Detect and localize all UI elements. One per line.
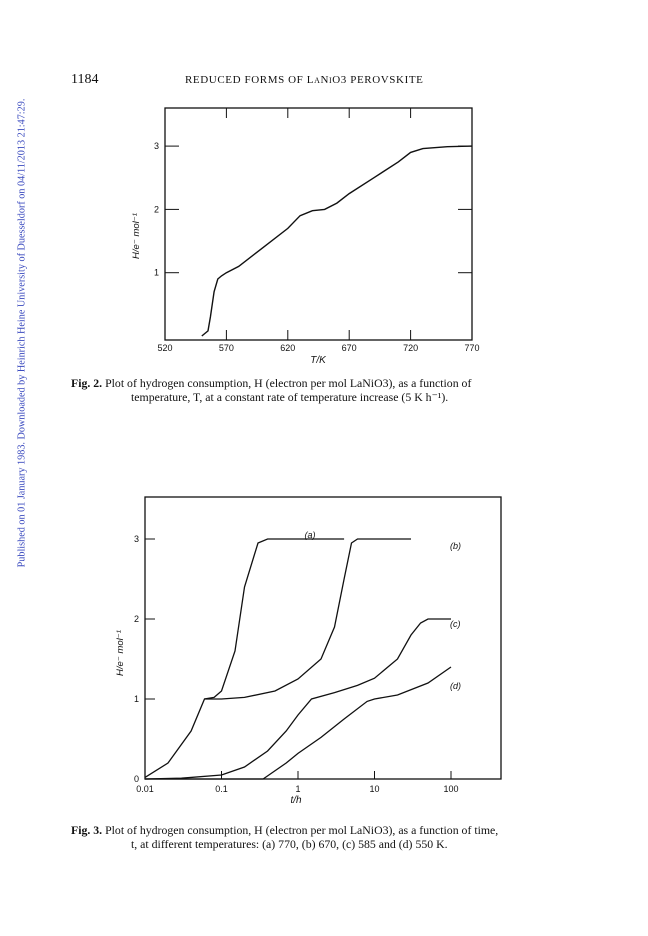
fig3-series-line-c (145, 619, 451, 779)
fig2-caption-line2: temperature, T, at a constant rate of temperature increase (5 K h⁻¹). (131, 390, 449, 404)
fig2-caption-label: Fig. 2. (71, 376, 103, 390)
fig2-ytick-label: 2 (153, 204, 159, 215)
fig2-ytick-label: 3 (153, 141, 159, 152)
fig3-ytick-label: 0 (133, 774, 139, 784)
running-head: REDUCED FORMS OF LaNiO3 PEROVSKITE (185, 74, 424, 86)
fig2-xtick-label: 720 (403, 343, 419, 353)
fig2-xtick-label: 620 (280, 343, 296, 353)
fig3-series-label: (b) (450, 541, 461, 551)
fig3-xtick-label: 0.01 (136, 784, 154, 794)
fig2-caption-line1: Plot of hydrogen consumption, H (electron per mol LaNiO3), as a function of (105, 376, 472, 390)
fig2-xlabel: T/K (310, 355, 326, 366)
fig3-series-line-b (205, 539, 412, 699)
fig2-xtick-label: 770 (464, 343, 480, 353)
watermark-text: Published on 01 January 1983. Downloaded by Heinrich Heine University of Duesseldorf on 04/11/2013 21:47:29. (16, 98, 28, 568)
fig3-caption-line2: t, at different temperatures: (a) 770, (b) 670, (c) 585 and (d) 550 K. (131, 837, 448, 851)
fig2-xtick-label: 520 (157, 343, 173, 353)
fig3-series-label: (a) (304, 530, 316, 540)
fig3-series-label: (c) (450, 619, 461, 629)
fig3-ytick-label: 3 (133, 534, 139, 544)
fig3-ytick-label: 1 (133, 694, 139, 704)
fig3-caption-label: Fig. 3. (71, 823, 103, 837)
fig3-xlabel: t/h (290, 795, 302, 806)
fig3-xtick-label: 10 (369, 784, 380, 794)
fig3-caption-line1: Plot of hydrogen consumption, H (electron per mol LaNiO3), as a function of time, (105, 823, 499, 837)
fig3-xtick-label: 100 (443, 784, 459, 794)
fig2-ytick-label: 1 (153, 267, 159, 278)
fig3-caption (71, 823, 591, 851)
fig3-series-line-d (145, 667, 451, 779)
fig2-ylabel: H/e⁻ mol⁻¹ (131, 213, 142, 259)
fig3-xtick-label: 0.1 (215, 784, 228, 794)
fig2-xtick-label: 570 (218, 343, 234, 353)
fig3-xtick-label: 1 (295, 784, 301, 794)
fig3-ytick-label: 2 (133, 614, 139, 624)
fig3-ylabel: H/e⁻ mol⁻¹ (115, 630, 126, 676)
fig3-series-label: (d) (450, 681, 461, 691)
page-number: 1184 (71, 72, 99, 87)
fig2-xtick-label: 670 (341, 343, 357, 353)
